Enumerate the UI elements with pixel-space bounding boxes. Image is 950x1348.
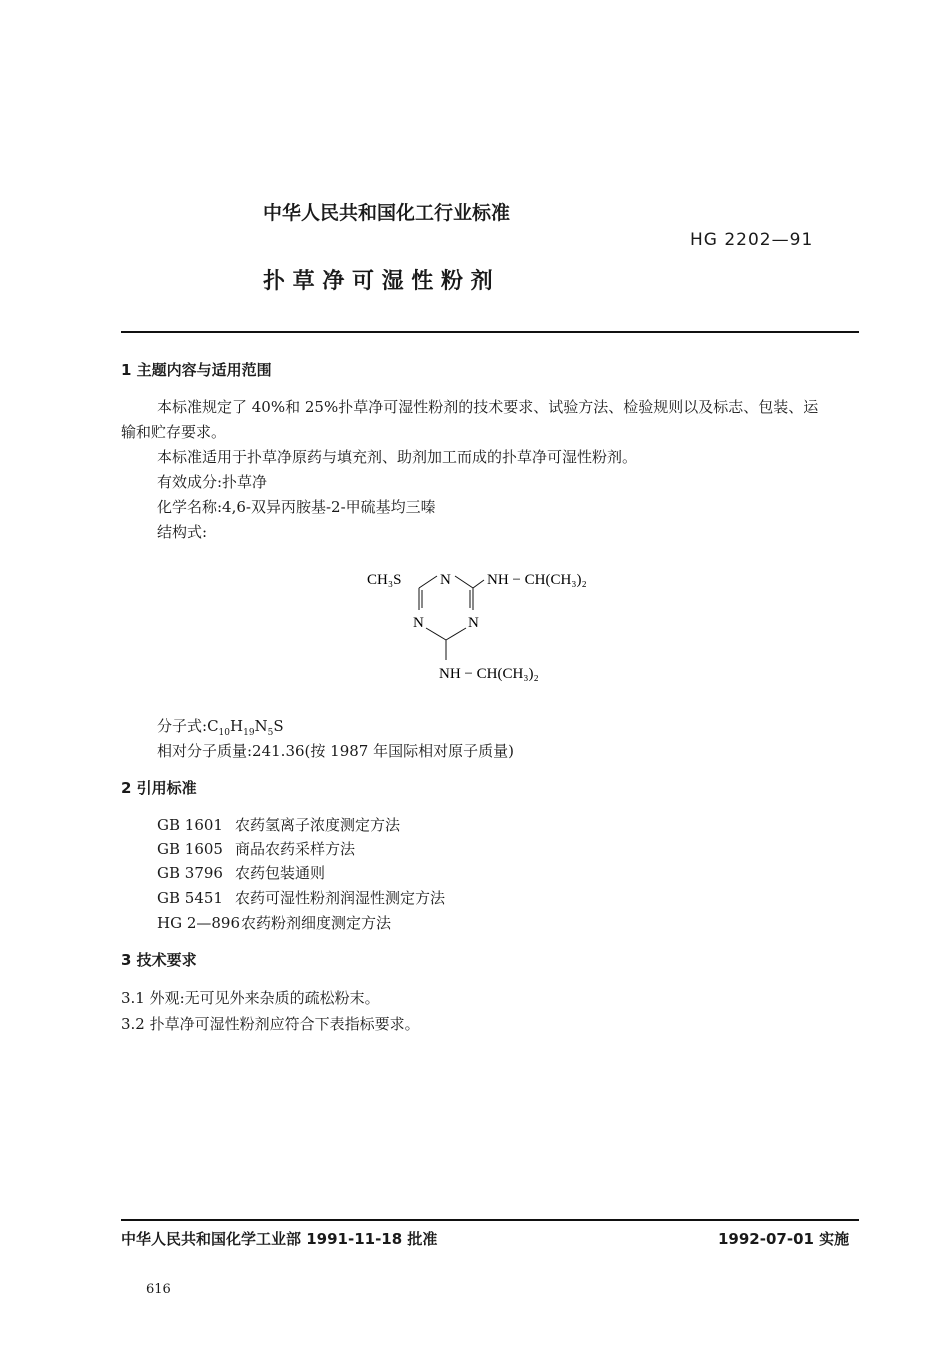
standard-code: HG 2202—91 [690, 230, 814, 250]
chemical-name: 化学名称:4,6-双异丙胺基-2-甲硫基均三嗪 [157, 498, 436, 516]
bond-line [446, 628, 466, 640]
reference-code: GB 5451 [157, 889, 223, 907]
reference-title: 商品农药采样方法 [235, 840, 356, 858]
structure-n-right: N [468, 615, 479, 631]
structure-methylthio: CH₃S [367, 572, 402, 588]
reference-row [157, 814, 400, 835]
issuer-title: 中华人民共和国化工行业标准 [263, 202, 511, 224]
reference-row [157, 887, 445, 908]
document-title: 扑 草 净 可 湿 性 粉 剂 [263, 269, 493, 294]
footer-rule [121, 1219, 859, 1221]
bond-line [426, 628, 446, 640]
requirement-3-2: 3.2 扑草净可湿性粉剂应符合下表指标要求。 [121, 1015, 420, 1033]
formula-n: N [254, 717, 268, 735]
formula-h: H [230, 717, 244, 735]
bond-line [419, 576, 437, 588]
formula-n-count: 5 [267, 728, 274, 738]
reference-title: 农药氢离子浓度测定方法 [235, 816, 401, 834]
relative-molecular-mass: 相对分子质量:241.36(按 1987 年国际相对原子质量) [157, 742, 514, 760]
section1-heading: 1 主题内容与适用范围 [121, 361, 272, 379]
reference-row [157, 912, 391, 933]
formula-label: 分子式: [157, 717, 208, 735]
section1-para1-line2: 输和贮存要求。 [121, 423, 227, 441]
reference-code: GB 3796 [157, 864, 223, 882]
structural-formula [360, 560, 630, 690]
reference-title: 农药粉剂细度测定方法 [241, 914, 392, 932]
header-rule [121, 331, 859, 333]
structure-bottom-substituent: NH − CH(CH₃)₂ [439, 666, 539, 682]
approval-line: 中华人民共和国化学工业部 1991-11-18 批准 [121, 1230, 438, 1248]
page-number: 616 [146, 1282, 171, 1297]
reference-title: 农药可湿性粉剂润湿性测定方法 [235, 889, 446, 907]
bond-line [455, 576, 473, 588]
molecular-formula [157, 715, 284, 738]
implementation-date: 1992-07-01 实施 [718, 1230, 850, 1248]
bond-line [473, 580, 484, 588]
formula-c-count: 10 [218, 728, 230, 738]
formula-h-count: 19 [243, 728, 255, 738]
section2-heading: 2 引用标准 [121, 779, 197, 797]
section3-heading: 3 技术要求 [121, 951, 197, 969]
reference-code: GB 1605 [157, 840, 223, 858]
formula-s: S [273, 717, 284, 735]
structure-n-left: N [413, 615, 424, 631]
structure-n-top: N [440, 572, 451, 588]
reference-code: HG 2—896 [157, 914, 241, 932]
formula-c: C [207, 717, 219, 735]
section1-para2: 本标准适用于扑草净原药与填充剂、助剂加工而成的扑草净可湿性粉剂。 [157, 448, 638, 466]
structure-label: 结构式: [157, 523, 208, 541]
reference-row [157, 838, 355, 859]
reference-title: 农药包装通则 [235, 864, 326, 882]
structure-top-right: NH − CH(CH₃)₂ [487, 572, 587, 588]
section1-para1-line1: 本标准规定了 40%和 25%扑草净可湿性粉剂的技术要求、试验方法、检验规则以及标志、包装、运 [157, 398, 819, 416]
requirement-3-1: 3.1 外观:无可见外来杂质的疏松粉末。 [121, 989, 380, 1007]
active-ingredient: 有效成分:扑草净 [157, 473, 268, 491]
reference-code: GB 1601 [157, 816, 223, 834]
reference-row [157, 862, 325, 883]
